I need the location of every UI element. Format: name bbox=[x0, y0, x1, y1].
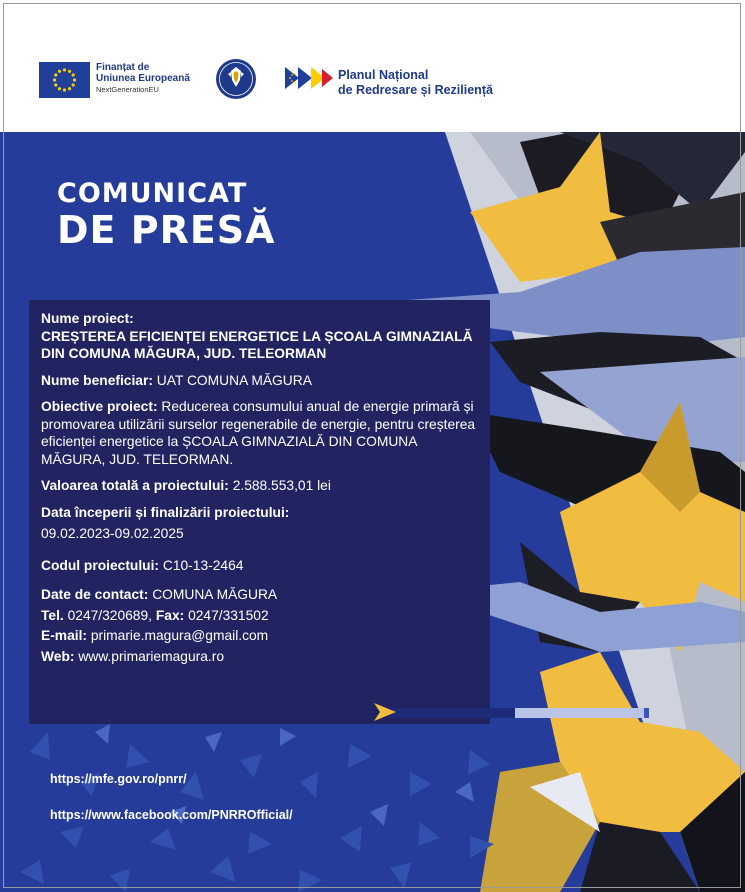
contact-line bbox=[41, 586, 478, 604]
email-link[interactable]: primarie.magura@gmail.com bbox=[90, 628, 269, 643]
pnrr-text-line1: Planul Național bbox=[338, 68, 429, 82]
project-code-label: Codul proiectului: bbox=[41, 557, 160, 573]
beneficiary-label: Nume beneficiar: bbox=[41, 372, 153, 388]
fax-value: 0247/331502 bbox=[188, 607, 269, 623]
eu-funding-text bbox=[96, 62, 190, 95]
tel-value: 0247/320689, bbox=[67, 607, 152, 623]
decorative-progress-bar bbox=[374, 703, 649, 721]
project-name-value: CREȘTEREA EFICIENȚEI ENERGETICE LA ȘCOALA GIMNAZIALĂ DIN COMUNA MĂGURA, JUD. TELEORMAN bbox=[41, 328, 473, 361]
romanian-government-seal-icon bbox=[215, 58, 257, 100]
email-label: E-mail: bbox=[41, 628, 87, 643]
facebook-pnrr-link[interactable]: https://www.facebook.com/PNRROfficial/ bbox=[50, 808, 293, 822]
header-logos-bar bbox=[0, 0, 745, 132]
total-value-section bbox=[41, 477, 478, 495]
progress-fill bbox=[392, 708, 515, 718]
tel-label: Tel. bbox=[41, 607, 64, 623]
total-value-amount: 2.588.553,01 lei bbox=[232, 478, 331, 493]
contact-label: Date de contact: bbox=[41, 587, 149, 602]
pnrr-title-text bbox=[338, 68, 493, 98]
eu-text-line2: Uniunea Europeană bbox=[96, 73, 190, 84]
hero-section bbox=[0, 132, 745, 892]
objectives-label: Obiective proiect: bbox=[41, 399, 158, 414]
contact-section bbox=[41, 586, 478, 665]
play-arrow-icon bbox=[374, 703, 396, 721]
eu-text-line3: NextGenerationEU bbox=[96, 85, 159, 94]
eu-text-line1: Finanțat de bbox=[96, 62, 150, 73]
project-code-value: C10-13-2464 bbox=[162, 557, 244, 573]
total-value-label: Valoarea totală a proiectului: bbox=[41, 478, 229, 493]
phone-fax-line bbox=[41, 607, 478, 625]
dates-value: 09.02.2023-09.02.2025 bbox=[41, 526, 184, 541]
pnrr-text-line2: de Redresare și Reziliență bbox=[338, 83, 493, 97]
web-link[interactable]: www.primariemagura.ro bbox=[78, 648, 224, 664]
heading-line1: COMUNICAT bbox=[57, 178, 248, 209]
project-name-label: Nume proiect: bbox=[41, 311, 134, 326]
dates-label: Data începerii și finalizării proiectului: bbox=[41, 504, 290, 520]
heading-line2: DE PRESĂ bbox=[57, 208, 276, 252]
email-line bbox=[41, 627, 478, 645]
project-code-section bbox=[41, 557, 478, 575]
mfe-pnrr-link[interactable]: https://mfe.gov.ro/pnrr/ bbox=[50, 772, 187, 786]
project-info-box bbox=[29, 300, 490, 724]
web-label: Web: bbox=[41, 648, 75, 664]
press-release-heading bbox=[57, 178, 276, 252]
dates-section bbox=[41, 504, 478, 543]
web-line bbox=[41, 648, 478, 666]
project-name-section bbox=[41, 310, 478, 363]
contact-value: COMUNA MĂGURA bbox=[152, 587, 278, 602]
eu-flag-icon bbox=[39, 62, 90, 98]
progress-remaining bbox=[515, 708, 644, 718]
fax-label: Fax: bbox=[155, 607, 185, 623]
pnrr-logo-icon bbox=[285, 65, 335, 91]
beneficiary-section bbox=[41, 372, 478, 390]
beneficiary-value: UAT COMUNA MĂGURA bbox=[156, 372, 312, 388]
objectives-value: Reducerea consumului anual de energie primară și promovarea utilizării surselor regenerabile de energie, pentru creșterea eficienței energetice la ȘCOALA GIMNAZIALĂ DIN COMUNA MĂGURA, JUD. TELEORMAN. bbox=[41, 399, 476, 467]
objectives-section bbox=[41, 398, 478, 468]
